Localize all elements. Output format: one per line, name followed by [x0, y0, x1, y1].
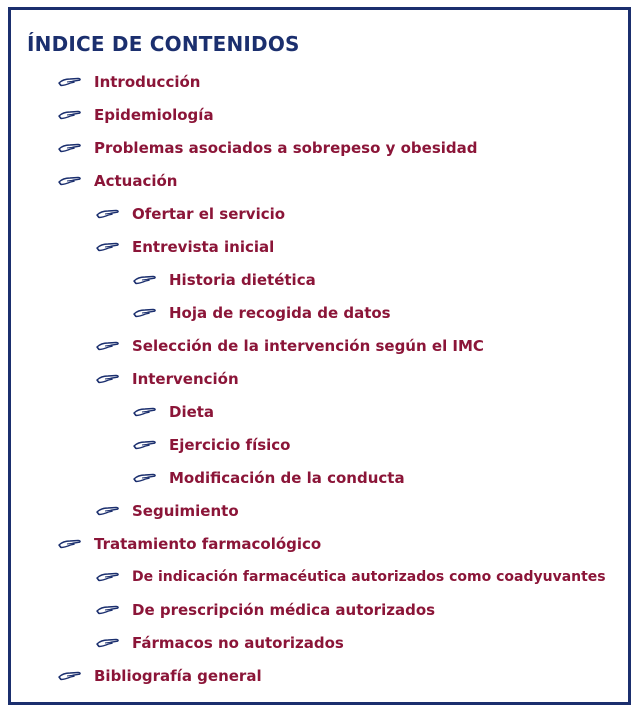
pointing-hand-icon — [96, 504, 120, 518]
pointing-hand-icon — [96, 339, 120, 353]
toc-item-farmacos[interactable] — [96, 633, 344, 653]
toc-item-label: Dieta — [169, 403, 215, 421]
pointing-hand-icon — [96, 372, 120, 386]
pointing-hand-icon — [58, 108, 82, 122]
toc-item-label: Actuación — [94, 172, 178, 190]
pointing-hand-icon — [133, 405, 157, 419]
toc-item-label: Ofertar el servicio — [132, 205, 286, 223]
toc-item-label: De indicación farmacéutica autorizados como coadyuvantes — [132, 569, 606, 585]
toc-item-indicacion[interactable] — [96, 567, 606, 587]
toc-item-ofertar[interactable] — [96, 204, 285, 224]
toc-item-historia[interactable] — [133, 270, 316, 290]
toc-item-label: Entrevista inicial — [132, 238, 275, 256]
toc-item-entrevista[interactable] — [96, 237, 274, 257]
pointing-hand-icon — [133, 471, 157, 485]
toc-item-bibliografia[interactable] — [58, 666, 262, 686]
pointing-hand-icon — [58, 174, 82, 188]
toc-item-label: De prescripción médica autorizados — [132, 601, 436, 619]
toc-item-label: Ejercicio físico — [169, 436, 291, 454]
toc-item-label: Selección de la intervención según el IMC — [132, 337, 484, 355]
pointing-hand-icon — [58, 75, 82, 89]
pointing-hand-icon — [133, 438, 157, 452]
pointing-hand-icon — [58, 669, 82, 683]
toc-item-label: Seguimiento — [132, 502, 239, 520]
toc-item-label: Modificación de la conducta — [169, 469, 405, 487]
toc-item-label: Epidemiología — [94, 106, 214, 124]
toc-item-label: Intervención — [132, 370, 239, 388]
toc-item-problemas[interactable] — [58, 138, 478, 158]
pointing-hand-icon — [96, 603, 120, 617]
pointing-hand-icon — [96, 570, 120, 584]
toc-item-intervencion[interactable] — [96, 369, 239, 389]
toc-item-seguimiento[interactable] — [96, 501, 239, 521]
toc-item-modificacion[interactable] — [133, 468, 405, 488]
toc-item-label: Historia dietética — [169, 271, 316, 289]
toc-item-label: Tratamiento farmacológico — [94, 535, 322, 553]
toc-item-ejercicio[interactable] — [133, 435, 291, 455]
toc-item-introduccion[interactable] — [58, 72, 200, 92]
pointing-hand-icon — [58, 537, 82, 551]
toc-item-seleccion[interactable] — [96, 336, 484, 356]
pointing-hand-icon — [58, 141, 82, 155]
index-frame — [8, 7, 631, 705]
pointing-hand-icon — [96, 240, 120, 254]
pointing-hand-icon — [133, 273, 157, 287]
toc-item-epidemiologia[interactable] — [58, 105, 214, 125]
pointing-hand-icon — [133, 306, 157, 320]
pointing-hand-icon — [96, 636, 120, 650]
index-title: ÍNDICE DE CONTENIDOS — [27, 32, 300, 56]
toc-item-hoja[interactable] — [133, 303, 391, 323]
toc-item-label: Fármacos no autorizados — [132, 634, 344, 652]
toc-item-label: Hoja de recogida de datos — [169, 304, 391, 322]
toc-item-tratamiento[interactable] — [58, 534, 321, 554]
toc-item-label: Introducción — [94, 73, 201, 91]
toc-item-dieta[interactable] — [133, 402, 214, 422]
toc-item-label: Problemas asociados a sobrepeso y obesidad — [94, 139, 478, 157]
toc-item-label: Bibliografía general — [94, 667, 262, 685]
toc-item-prescripcion[interactable] — [96, 600, 435, 620]
toc-item-actuacion[interactable] — [58, 171, 178, 191]
pointing-hand-icon — [96, 207, 120, 221]
